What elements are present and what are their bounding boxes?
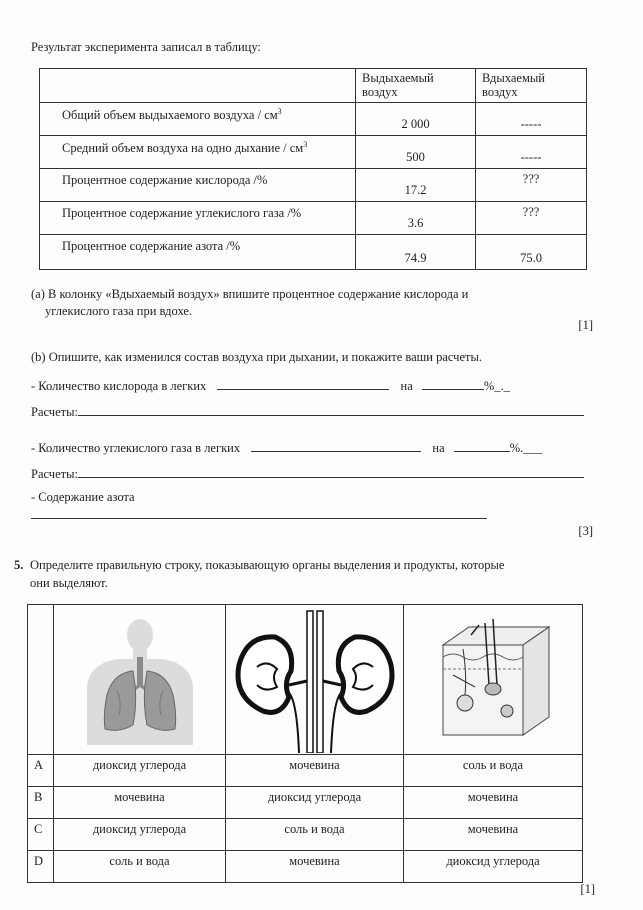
option-letter: B [28, 787, 54, 819]
row-label [40, 103, 356, 136]
row-label: Процентное содержание азота /% [40, 235, 356, 270]
co2-answer-row [31, 440, 542, 456]
part-a-mark: [1] [578, 318, 593, 332]
option-letter: C [28, 819, 54, 851]
skin-cell [404, 605, 583, 755]
skin-icon [423, 615, 563, 745]
co2-calc-blank[interactable] [78, 466, 584, 478]
calc-label: Расчеты: [31, 405, 78, 419]
exhaled-value: 74.9 [356, 235, 476, 270]
excretion-table [27, 604, 583, 883]
table-row [40, 136, 587, 169]
oxygen-calc-blank[interactable] [78, 404, 584, 416]
unit-superscript: 3 [277, 107, 282, 116]
co2-calc-row [31, 466, 584, 482]
skin-product: мочевина [404, 819, 583, 851]
option-row-a[interactable] [28, 755, 583, 787]
option-row-b[interactable] [28, 787, 583, 819]
part-b-question: (b) Опишите, как изменился состав воздуха при дыхании, и покажите ваши расчеты. [31, 350, 483, 364]
row-label: Процентное содержание углекислого газа /% [40, 202, 356, 235]
oxygen-percent-blank[interactable] [422, 378, 484, 390]
lungs-icon [77, 615, 203, 745]
kidneys-product: диоксид углерода [226, 787, 404, 819]
header-exhaled: Выдыхаемый воздух [356, 69, 476, 103]
empty-cell [28, 605, 54, 755]
oxygen-calc-row [31, 404, 584, 420]
question-5-line1: Определите правильную строку, показывающую органы выделения и продукты, которые [30, 558, 505, 572]
option-row-c[interactable] [28, 819, 583, 851]
table-row [40, 235, 587, 270]
option-letter: D [28, 851, 54, 883]
row-label-text: Средний объем воздуха на одно дыхание / см [62, 141, 304, 156]
co2-percent-blank[interactable] [454, 440, 510, 452]
skin-product: диоксид углерода [404, 851, 583, 883]
question-5-line2: они выделяют. [30, 576, 108, 590]
question-5-mark: [1] [580, 882, 595, 896]
option-row-d[interactable] [28, 851, 583, 883]
kidneys-product: мочевина [226, 755, 404, 787]
nitrogen-answer-blank[interactable] [31, 518, 487, 519]
unit-superscript: 3 [303, 140, 308, 149]
inhaled-value: ----- [476, 136, 587, 169]
exhaled-value: 2 000 [356, 103, 476, 136]
on-label: на [432, 441, 445, 455]
oxygen-label: - Количество кислорода в легких [31, 379, 207, 393]
part-a-line1: (a) В колонку «Вдыхаемый воздух» впишите процентное содержание кислорода и [31, 287, 469, 301]
organ-images-row [28, 605, 583, 755]
co2-suffix: %.___ [509, 441, 543, 455]
table-row [40, 103, 587, 136]
lungs-product: диоксид углерода [54, 755, 226, 787]
question-5 [14, 556, 504, 592]
exhaled-value: 17.2 [356, 169, 476, 202]
kidneys-product: соль и вода [226, 819, 404, 851]
inhaled-value: 75.0 [476, 235, 587, 270]
lungs-product: мочевина [54, 787, 226, 819]
lungs-product: диоксид углерода [54, 819, 226, 851]
kidneys-product: мочевина [226, 851, 404, 883]
inhaled-value: ??? [476, 202, 587, 235]
intro-text: Результат эксперимента записал в таблицу: [31, 40, 261, 54]
co2-change-blank[interactable] [251, 440, 421, 452]
skin-product: соль и вода [404, 755, 583, 787]
oxygen-change-blank[interactable] [217, 378, 389, 390]
oxygen-answer-row [31, 378, 510, 394]
header-inhaled: Вдыхаемый воздух [476, 69, 587, 103]
part-a-line2: углекислого газа при вдохе. [45, 304, 193, 318]
inhaled-value: ----- [476, 103, 587, 136]
table-header-row [40, 69, 587, 103]
exhaled-value: 500 [356, 136, 476, 169]
co2-label: - Количество углекислого газа в легких [31, 441, 241, 455]
calc-label: Расчеты: [31, 467, 78, 481]
lungs-product: соль и вода [54, 851, 226, 883]
option-letter: A [28, 755, 54, 787]
header-empty [40, 69, 356, 103]
air-composition-table [39, 68, 587, 270]
kidneys-icon [227, 607, 403, 753]
row-label: Процентное содержание кислорода /% [40, 169, 356, 202]
exhaled-value: 3.6 [356, 202, 476, 235]
lungs-cell [54, 605, 226, 755]
row-label-text: Общий объем выдыхаемого воздуха / см [62, 108, 278, 123]
skin-product: мочевина [404, 787, 583, 819]
nitrogen-label: - Содержание азота [31, 490, 135, 504]
row-label [40, 136, 356, 169]
on-label: на [400, 379, 413, 393]
part-a [31, 286, 468, 320]
oxygen-suffix: %_._ [483, 379, 510, 393]
table-row [40, 169, 587, 202]
inhaled-value: ??? [476, 169, 587, 202]
kidneys-cell [226, 605, 404, 755]
question-number: 5. [14, 558, 24, 572]
part-b-mark: [3] [578, 524, 593, 538]
table-row [40, 202, 587, 235]
